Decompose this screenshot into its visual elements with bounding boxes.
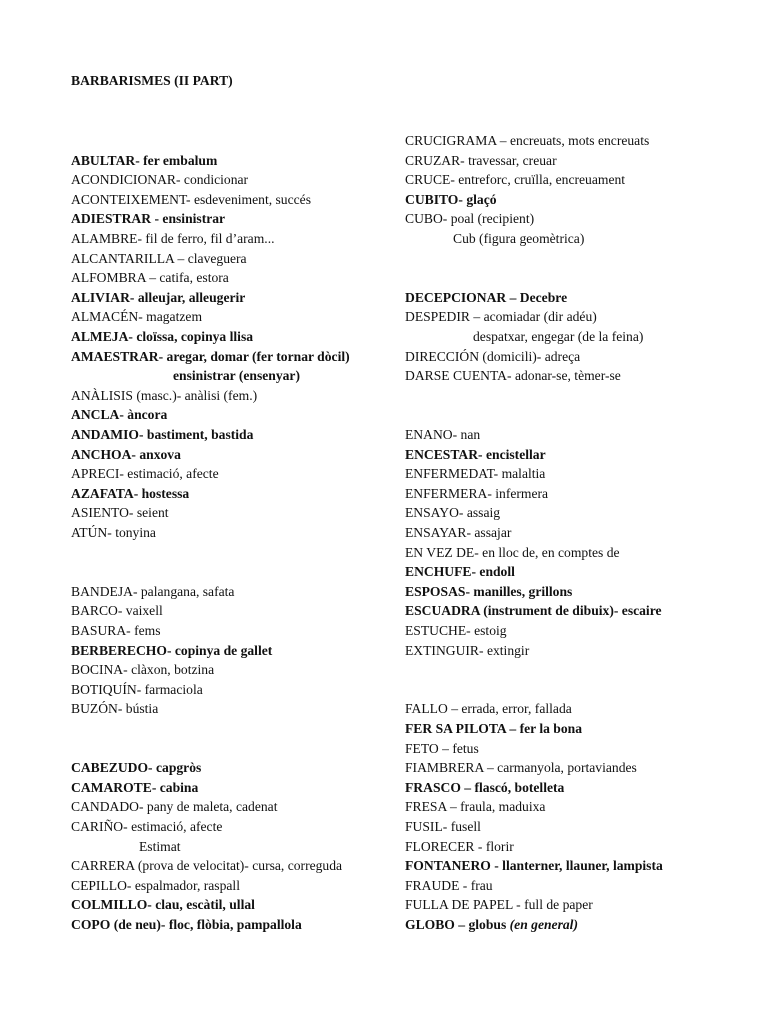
entry-headword: FULLA DE PAPEL	[405, 897, 513, 913]
entry-headword: ALMACÉN	[71, 309, 139, 325]
glossary-entry	[405, 307, 597, 327]
glossary-entry	[405, 170, 625, 190]
glossary-entry	[71, 503, 169, 523]
entry-definition: globus	[468, 917, 507, 932]
glossary-entry	[405, 601, 662, 621]
entry-definition: en lloc de, en comptes de	[482, 544, 620, 560]
entry-headword: ABULTAR	[71, 152, 136, 168]
entry-definition: (masc.)- anàlisi (fem.)	[136, 387, 258, 403]
entry-definition: vaixell	[125, 603, 163, 619]
entry-headword: BARCO	[71, 603, 118, 619]
glossary-entry	[71, 876, 240, 896]
entry-definition: magatzem	[146, 309, 203, 325]
entry-headword: CABEZUDO	[71, 760, 149, 776]
entry-definition: anxova	[139, 446, 181, 462]
glossary-entry	[405, 817, 481, 837]
entry-headword: ENCESTAR	[405, 446, 479, 462]
entry-separator: -	[117, 701, 126, 717]
entry-definition: (instrument de dibuix)- escaire	[483, 603, 662, 619]
entry-headword: DECEPCIONAR	[405, 289, 507, 305]
entry-separator: -	[151, 211, 163, 227]
glossary-entry	[71, 641, 272, 661]
glossary-entry	[405, 562, 515, 582]
entry-headword: ANDAMIO	[71, 427, 139, 442]
entry-definition: bústia	[125, 701, 159, 717]
entry-headword: ALIVIAR	[71, 289, 130, 305]
entry-definition: condicionar	[183, 172, 249, 188]
entry-separator: -	[138, 309, 147, 325]
glossary-entry	[405, 641, 529, 661]
entry-separator: -	[132, 583, 141, 599]
glossary-entry	[71, 621, 161, 641]
entry-headword: FUSIL	[405, 819, 443, 834]
entry-definition: encistellar	[485, 446, 546, 462]
entry-headword: FETO	[405, 740, 439, 756]
glossary-entry	[405, 797, 545, 817]
entry-definition: assajar	[474, 525, 512, 540]
entry-definition: Estimat	[139, 838, 181, 854]
glossary-entry	[71, 425, 253, 445]
entry-headword: FIAMBRERA	[405, 760, 484, 776]
entry-headword: ENFERMERA	[405, 485, 488, 501]
entry-separator: –	[483, 760, 498, 776]
entry-headword: CRUCE	[405, 172, 451, 188]
entry-separator: –	[174, 250, 188, 266]
entry-separator: -	[458, 505, 467, 521]
entry-separator: -	[128, 505, 137, 521]
entry-definition: florir	[485, 838, 514, 854]
entry-definition: (de neu)- floc, flòbia, pampallola	[113, 917, 302, 932]
entry-definition: estoig	[474, 623, 507, 638]
glossary-entry	[71, 699, 158, 719]
entry-definition: estimació, afecte	[131, 819, 223, 834]
entry-definition: tonyina	[115, 525, 156, 540]
entry-separator: –	[446, 799, 461, 815]
entry-headword: CEPILLO	[71, 877, 127, 893]
entry-separator: -	[147, 897, 156, 913]
entry-headword: ANCHOA	[71, 446, 132, 462]
entry-definition: full de paper	[524, 897, 593, 913]
entry-headword: CANDADO	[71, 799, 139, 815]
entry-definition: fer la bona	[519, 721, 583, 736]
entry-headword: CUBITO	[405, 191, 459, 207]
entry-headword: BUZÓN	[71, 701, 118, 717]
glossary-entry	[173, 366, 300, 386]
entry-definition: fil de ferro, fil d’aram...	[145, 231, 275, 246]
entry-separator: -	[123, 819, 132, 834]
entry-separator: -	[471, 564, 480, 580]
entry-definition: Cub (figura geomètrica)	[453, 231, 585, 246]
glossary-entry	[405, 876, 493, 896]
glossary-entry	[405, 719, 582, 739]
glossary-entry	[71, 523, 156, 543]
glossary-entry	[71, 170, 248, 190]
entry-definition: copinya de gallet	[174, 642, 273, 658]
entry-headword: APRECI	[71, 466, 120, 482]
glossary-entry	[71, 288, 245, 308]
entry-definition: bastiment, bastida	[146, 427, 254, 442]
entry-headword: COLMILLO	[71, 897, 148, 913]
glossary-entry	[405, 131, 649, 151]
entry-separator: –	[496, 133, 510, 148]
entry-definition: fusell	[450, 819, 481, 834]
entry-headword: ALMEJA	[71, 329, 129, 344]
glossary-entry	[71, 307, 202, 327]
glossary-entry	[71, 856, 342, 876]
glossary-entry	[405, 895, 593, 915]
entry-definition: despatxar, engegar (de la feina)	[473, 329, 644, 344]
entry-definition: extingir	[486, 642, 530, 658]
glossary-entry	[405, 209, 534, 229]
entry-headword: ALCANTARILLA	[71, 250, 175, 266]
glossary-entry	[71, 915, 302, 935]
entry-headword: ENANO	[405, 427, 453, 442]
entry-separator: -	[186, 191, 194, 207]
glossary-entry	[71, 660, 214, 680]
glossary-entry	[71, 249, 247, 269]
entry-definition: acomiadar (dir adéu)	[483, 309, 597, 325]
entry-headword: FALLO	[405, 701, 448, 717]
entry-separator: -	[133, 485, 142, 501]
entry-separator: -	[166, 642, 175, 658]
entry-definition: fetus	[452, 740, 479, 756]
entry-headword: GLOBO	[405, 917, 455, 932]
glossary-entry	[71, 778, 198, 798]
entry-headword: ESCUADRA	[405, 603, 480, 619]
glossary-entry	[473, 327, 643, 347]
glossary-entry	[71, 327, 253, 347]
entry-separator: –	[506, 289, 520, 305]
entry-definition: llanterner, llauner, lampista	[502, 858, 663, 874]
glossary-entry	[405, 347, 580, 367]
entry-separator: -	[129, 289, 138, 305]
entry-separator: -	[136, 681, 145, 697]
entry-definition: frau	[470, 877, 493, 893]
glossary-entry	[405, 543, 620, 563]
entry-separator: –	[145, 270, 160, 286]
glossary-entry	[71, 758, 201, 778]
glossary-entry	[405, 503, 500, 523]
entry-definition: cabina	[159, 779, 199, 795]
glossary-entry	[71, 817, 222, 837]
entry-headword: EN VEZ DE	[405, 544, 475, 560]
entry-separator: -	[131, 446, 140, 462]
entry-headword: BERBERECHO	[71, 642, 167, 658]
entry-definition: poal (recipient)	[450, 211, 535, 227]
entry-definition: (prova de velocitat)- cursa, correguda	[137, 858, 343, 874]
glossary-entry	[71, 347, 350, 367]
glossary-entry	[405, 699, 572, 719]
entry-separator: -	[465, 583, 474, 599]
entry-separator: -	[458, 191, 467, 207]
entry-headword: ASIENTO	[71, 505, 129, 521]
glossary-entry	[71, 445, 181, 465]
entry-headword: ALFOMBRA	[71, 270, 146, 286]
entry-separator: -	[479, 642, 487, 658]
entry-definition: ensinistrar	[162, 211, 226, 227]
glossary-entry	[71, 680, 203, 700]
entry-definition: capgròs	[155, 760, 202, 776]
entry-headword: CRUZAR	[405, 152, 461, 168]
entry-headword: FONTANERO	[405, 858, 491, 874]
entry-headword: BOCINA	[71, 662, 124, 678]
entry-separator: -	[135, 152, 144, 168]
entry-separator: -	[175, 172, 184, 188]
glossary-entry	[405, 425, 480, 445]
entry-definition: cloïssa, copinya llisa	[136, 329, 254, 344]
entry-separator: -	[450, 172, 459, 188]
entry-definition: palangana, safata	[140, 583, 235, 599]
entry-headword: ENFERMEDAT	[405, 466, 494, 482]
entry-definition: malaltia	[501, 466, 546, 482]
entry-separator: -	[478, 446, 486, 462]
entry-headword: ADIESTRAR	[71, 211, 152, 227]
entry-headword: DIRECCIÓN	[405, 348, 480, 364]
glossary-entry	[405, 758, 637, 778]
entry-definition: ensinistrar (ensenyar)	[173, 368, 300, 384]
entry-headword: ESPOSAS	[405, 583, 466, 599]
entry-headword: CAMAROTE	[71, 779, 152, 795]
entry-definition: esdeveniment, succés	[193, 191, 311, 207]
entry-definition: fraula, maduixa	[460, 799, 546, 815]
entry-headword: AMAESTRAR	[71, 348, 159, 364]
glossary-entry	[71, 405, 167, 425]
entry-definition: pany de maleta, cadenat	[146, 799, 278, 815]
entry-definition: endoll	[479, 564, 515, 580]
entry-separator: –	[447, 701, 462, 717]
entry-headword: FLORECER	[405, 838, 475, 854]
entry-separator: –	[454, 917, 469, 932]
glossary-entry	[405, 621, 507, 641]
entry-definition: aregar, domar (fer tornar dòcil)	[166, 348, 350, 364]
entry-separator: -	[474, 544, 483, 560]
glossary-entry	[405, 484, 548, 504]
entry-definition: estimació, afecte	[127, 466, 219, 482]
entry-separator: -	[119, 466, 128, 482]
entry-headword: EXTINGUIR	[405, 642, 479, 658]
entry-headword: FER SA PILOTA	[405, 721, 506, 736]
entry-headword: ENCHUFE	[405, 564, 472, 580]
glossary-entry	[405, 464, 545, 484]
entry-separator: -	[138, 799, 147, 815]
entry-definition: encreuats, mots encreuats	[510, 133, 650, 148]
entry-separator: –	[469, 309, 484, 325]
entry-separator: -	[474, 838, 486, 854]
glossary-entry	[405, 739, 479, 759]
entry-definition: espalmador, raspall	[134, 877, 240, 893]
entry-separator: -	[123, 662, 132, 678]
glossary-entry	[139, 837, 181, 857]
entry-separator: -	[452, 427, 461, 442]
glossary-entry	[405, 837, 514, 857]
entry-definition: fems	[134, 623, 161, 638]
entry-definition: manilles, grillons	[473, 583, 573, 599]
entry-separator: -	[119, 407, 128, 423]
entry-separator: -	[487, 485, 496, 501]
entry-separator: -	[137, 231, 146, 246]
entry-separator: -	[493, 466, 502, 482]
glossary-entry	[405, 366, 621, 386]
entry-headword: ESTUCHE	[405, 623, 467, 638]
entry-note: (en general)	[509, 917, 578, 932]
entry-definition: entreforc, cruïlla, encreuament	[458, 172, 626, 188]
entry-definition: infermera	[495, 485, 549, 501]
glossary-entry	[405, 190, 497, 210]
entry-separator: -	[126, 877, 135, 893]
entry-separator: -	[466, 623, 475, 638]
entry-definition: Decebre	[519, 289, 568, 305]
entry-headword: BOTIQUÍN	[71, 681, 137, 697]
entry-definition: clàxon, botzina	[131, 662, 215, 678]
entry-definition: travessar, creuar	[468, 152, 557, 168]
glossary-entry	[71, 209, 225, 229]
entry-separator: -	[138, 427, 147, 442]
entry-separator: -	[107, 525, 116, 540]
page-title: BARBARISMES (II PART)	[71, 73, 233, 88]
entry-definition: farmaciola	[144, 681, 203, 697]
entry-headword: ANÀLISIS	[71, 387, 133, 403]
glossary-entry	[71, 582, 234, 602]
entry-definition: (domicili)- adreça	[482, 348, 581, 364]
glossary-entry	[71, 895, 255, 915]
entry-headword: FRASCO	[405, 779, 461, 795]
entry-headword: FRAUDE	[405, 877, 460, 893]
entry-separator: -	[117, 603, 126, 619]
entry-headword: ALAMBRE	[71, 231, 138, 246]
entry-separator: -	[459, 877, 471, 893]
entry-headword: ACONDICIONAR	[71, 172, 176, 188]
entry-separator: –	[460, 779, 475, 795]
entry-definition: claveguera	[187, 250, 247, 266]
entry-separator: -	[466, 525, 475, 540]
entry-headword: CUBO	[405, 211, 443, 227]
glossary-entry	[405, 582, 572, 602]
glossary-entry	[71, 268, 229, 288]
entry-definition: glaçó	[466, 191, 497, 207]
entry-headword: DARSE CUENTA	[405, 368, 507, 384]
entry-definition: errada, error, fallada	[461, 701, 572, 717]
entry-headword: BANDEJA	[71, 583, 133, 599]
entry-definition: catifa, estora	[159, 270, 229, 286]
entry-separator: -	[151, 779, 160, 795]
glossary-entry	[71, 151, 217, 171]
glossary-entry	[405, 151, 557, 171]
glossary-entry	[405, 915, 578, 935]
entry-definition: àncora	[127, 407, 168, 423]
entry-headword: ENSAYO	[405, 505, 459, 521]
glossary-entry	[71, 484, 189, 504]
entry-definition: nan	[460, 427, 481, 442]
entry-headword: FRESA	[405, 799, 447, 815]
entry-definition: seient	[136, 505, 169, 521]
glossary-entry	[405, 778, 564, 798]
entry-headword: ANCLA	[71, 407, 120, 423]
entry-definition: flascó, botelleta	[474, 779, 565, 795]
entry-separator: -	[512, 897, 525, 913]
entry-separator: -	[158, 348, 167, 364]
entry-separator: -	[442, 819, 451, 834]
glossary-entry	[71, 797, 278, 817]
entry-definition: alleujar, alleugerir	[137, 289, 246, 305]
glossary-entry	[71, 464, 219, 484]
entry-definition: fer embalum	[143, 152, 218, 168]
entry-definition: adonar-se, tèmer-se	[514, 368, 621, 384]
entry-separator: -	[148, 760, 156, 776]
entry-separator: -	[128, 329, 137, 344]
entry-separator: -	[460, 152, 469, 168]
entry-headword: BASURA	[71, 623, 127, 638]
glossary-entry	[405, 523, 511, 543]
entry-headword: CARIÑO	[71, 819, 124, 834]
entry-headword: DESPEDIR	[405, 309, 470, 325]
entry-headword: ACONTEIXEMENT	[71, 191, 187, 207]
entry-headword: CARRERA	[71, 858, 135, 874]
glossary-entry	[453, 229, 584, 249]
entry-separator: –	[505, 721, 520, 736]
glossary-entry	[405, 445, 546, 465]
glossary-entry	[71, 190, 311, 210]
entry-headword: CRUCIGRAMA	[405, 133, 497, 148]
entry-separator: -	[442, 211, 451, 227]
glossary-entry	[405, 288, 567, 308]
glossary-entry	[71, 601, 163, 621]
entry-definition: clau, escàtil, ullal	[155, 897, 255, 913]
entry-definition: carmanyola, portaviandes	[497, 760, 637, 776]
entry-separator: –	[438, 740, 453, 756]
entry-headword: COPO	[71, 917, 111, 932]
entry-definition: hostessa	[141, 485, 190, 501]
glossary-entry	[405, 856, 663, 876]
glossary-entry	[71, 386, 257, 406]
entry-separator: -	[126, 623, 135, 638]
entry-headword: AZAFATA	[71, 485, 134, 501]
glossary-entry	[71, 229, 275, 249]
entry-headword: ENSAYAR	[405, 525, 467, 540]
entry-definition: assaig	[466, 505, 501, 521]
entry-headword: ATÚN	[71, 525, 108, 540]
entry-separator: -	[490, 858, 503, 874]
entry-separator: -	[507, 368, 515, 384]
